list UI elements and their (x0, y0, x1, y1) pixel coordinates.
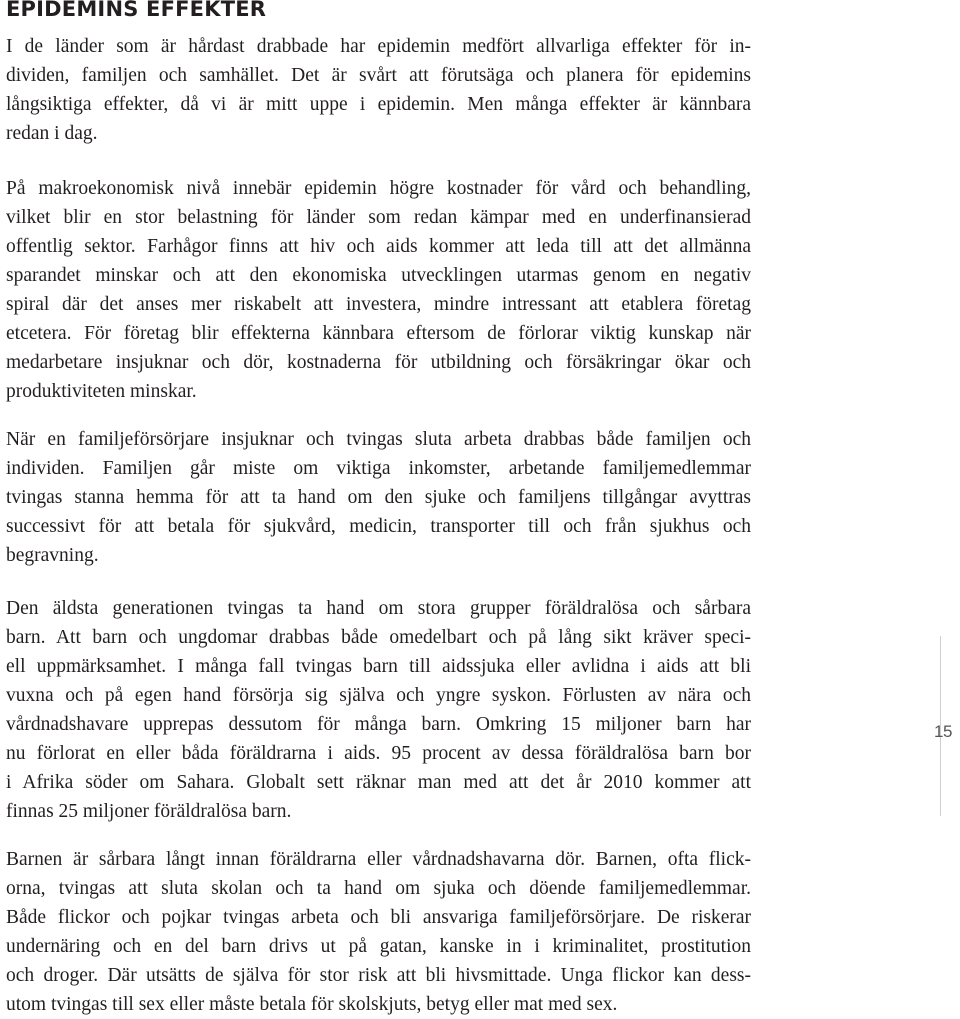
text-line: På makroekonomisk nivå innebär epidemin högre kostnader för vård och behandling, (6, 178, 751, 199)
text-line: orna, tvingas att sluta skolan och ta hand om sjuka och döende familjemedlemmar. (6, 878, 751, 899)
text-line: sparandet minskar och att den ekonomiska utvecklingen utarmas genom en negativ (6, 265, 751, 286)
text-line: i Afrika söder om Sahara. Globalt sett räknar man med att det år 2010 kommer att (6, 772, 751, 793)
paragraph-orphans (6, 594, 751, 826)
text-line: begravning. (6, 545, 99, 566)
text-line: medarbetare insjuknar och dör, kostnaderna för utbildning och försäkringar ökar och (6, 352, 751, 373)
text-line: produktiviteten minskar. (6, 381, 197, 402)
text-line: vilket blir en stor belastning för länder som redan kämpar med en underfinansierad (6, 207, 751, 228)
text-line: Den äldsta generationen tvingas ta hand om stora grupper föräldralösa och sårbara (6, 598, 751, 619)
paragraph-intro (6, 32, 751, 148)
page-number: 15 (934, 722, 952, 741)
text-line: dividen, familjen och samhället. Det är svårt att förutsäga och planera för epidemins (6, 65, 751, 86)
text-line: barn. Att barn och ungdomar drabbas både omedelbart och på lång sikt kräver speci- (6, 627, 751, 648)
text-line: Barnen är sårbara långt innan föräldrarna eller vårdnadshavarna dör. Barnen, ofta flick- (6, 849, 751, 870)
paragraph-family (6, 425, 751, 570)
text-line: vuxna och på egen hand försörja sig själva och yngre syskon. Förlusten av nära och (6, 685, 751, 706)
text-line: Både flickor och pojkar tvingas arbeta och bli ansvariga familjeförsörjare. De riskerar (6, 907, 751, 928)
text-line: och droger. Där utsätts de själva för stor risk att bli hivsmittade. Unga flickor kan dess- (6, 965, 751, 986)
text-line: etcetera. För företag blir effekterna kännbara eftersom de förlorar viktig kunskap när (6, 323, 751, 344)
paragraph-children (6, 845, 751, 1019)
text-line: I de länder som är hårdast drabbade har epidemin medfört allvarliga effekter för in- (6, 36, 751, 57)
paragraph-macroeconomic (6, 174, 751, 406)
text-line: spiral där det anses mer riskabelt att investera, mindre intressant att etablera företag (6, 294, 751, 315)
text-line: offentlig sektor. Farhågor finns att hiv och aids kommer att leda till att det allmänna (6, 236, 751, 257)
text-line: vårdnadshavare upprepas dessutom för många barn. Omkring 15 miljoner barn har (6, 714, 751, 735)
text-line: långsiktiga effekter, då vi är mitt uppe i epidemin. Men många effekter är kännbara (6, 94, 751, 115)
text-line: När en familjeförsörjare insjuknar och tvingas sluta arbeta drabbas både familjen och (6, 429, 751, 450)
text-line: redan i dag. (6, 123, 98, 144)
text-line: finnas 25 miljoner föräldralösa barn. (6, 801, 292, 822)
text-line: individen. Familjen går miste om viktiga inkomster, arbetande familjemedlemmar (6, 458, 751, 479)
text-line: ell uppmärksamhet. I många fall tvingas barn till aidssjuka eller avlidna i aids att bli (6, 656, 751, 677)
section-heading: EPIDEMINS EFFEKTER (6, 0, 267, 21)
text-line: utom tvingas till sex eller måste betala för skolskjuts, betyg eller mat med sex. (6, 994, 618, 1015)
text-line: nu förlorat en eller båda föräldrarna i aids. 95 procent av dessa föräldralösa barn bor (6, 743, 751, 764)
text-line: tvingas stanna hemma för att ta hand om den sjuke och familjens tillgångar avyttras (6, 487, 751, 508)
text-line: undernäring och en del barn drivs ut på gatan, kanske in i kriminalitet, prostitution (6, 936, 751, 957)
text-line: successivt för att betala för sjukvård, medicin, transporter till och från sjukhus och (6, 516, 751, 537)
